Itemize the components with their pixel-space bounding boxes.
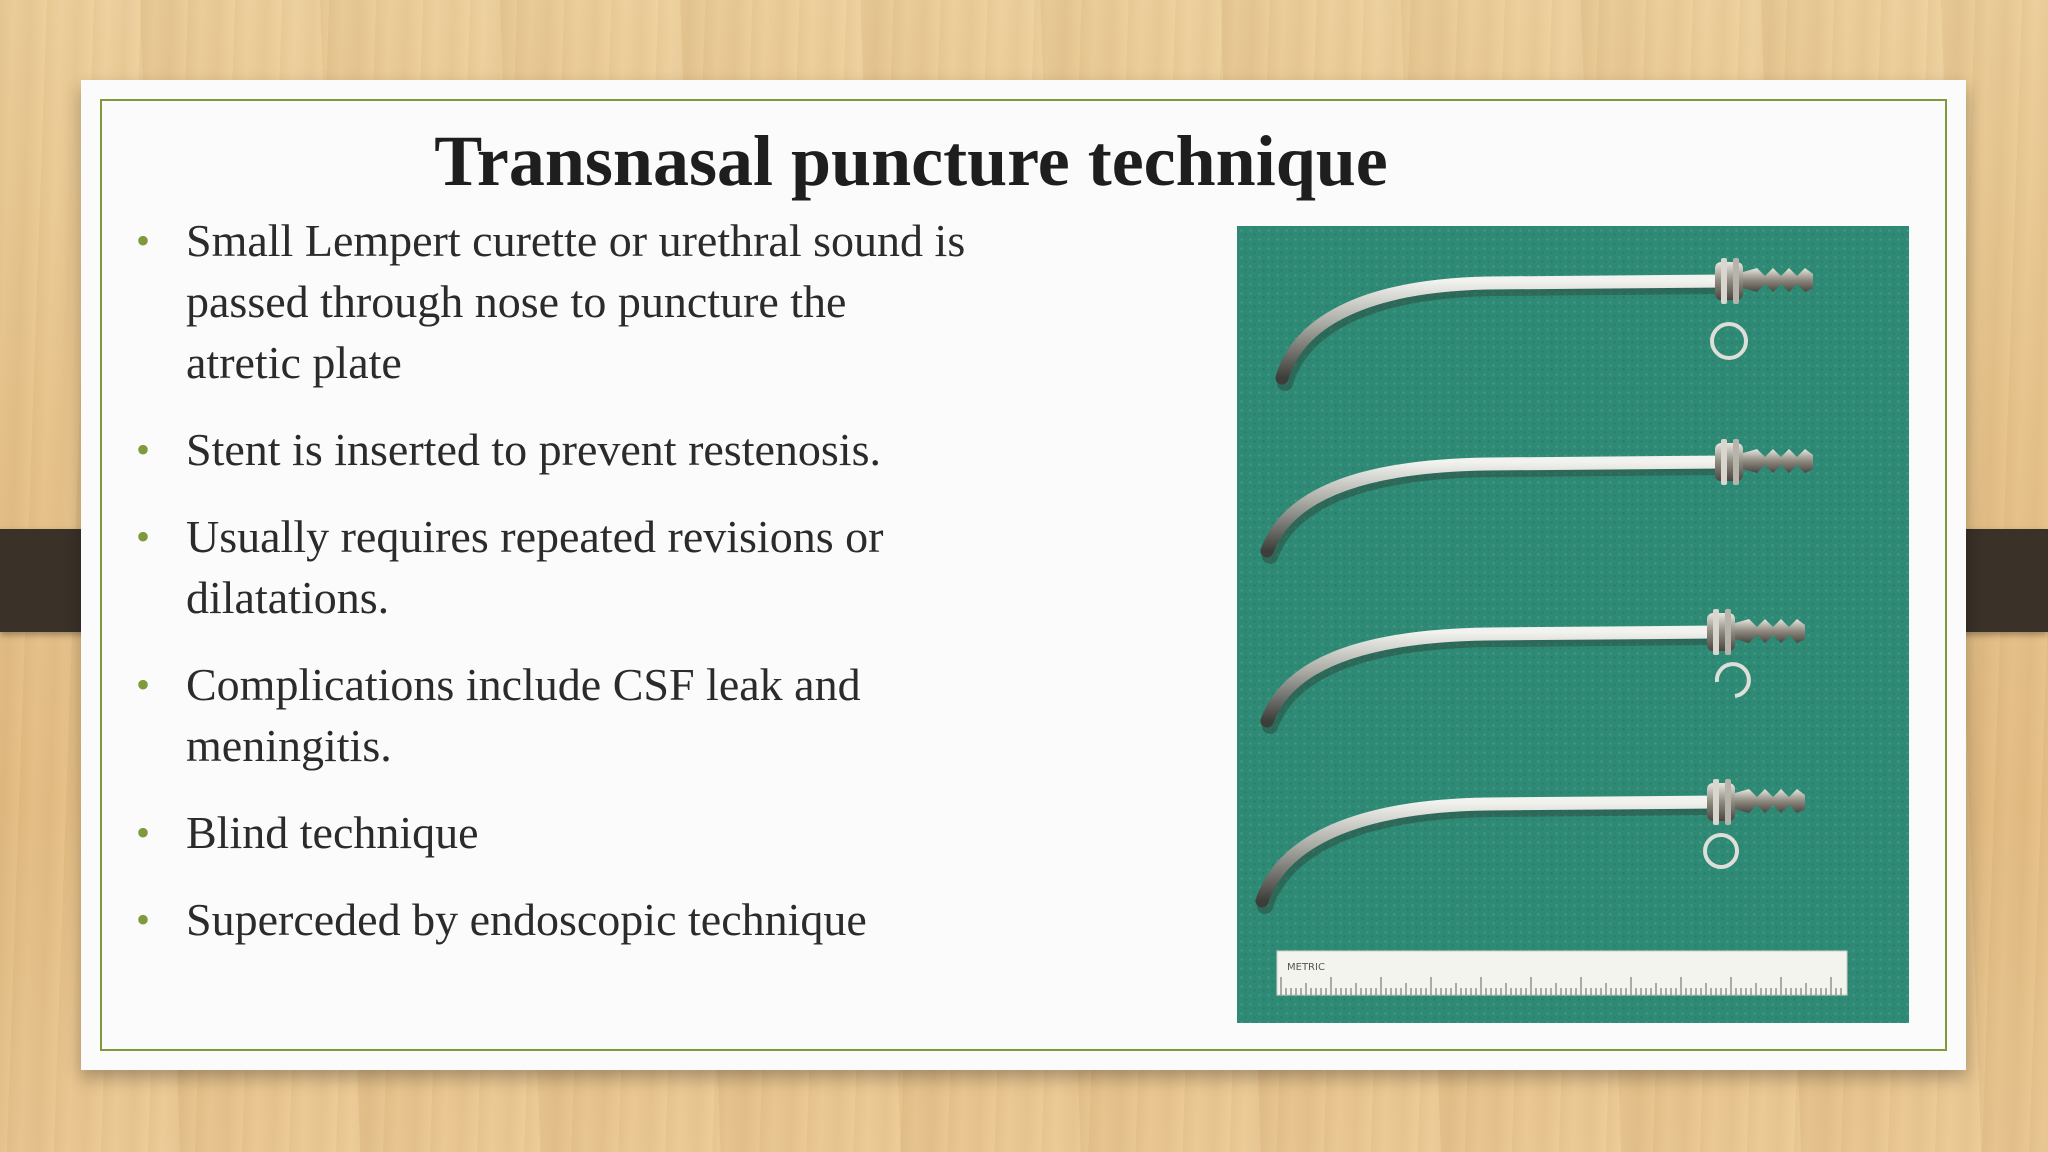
bullet-line: meningitis. — [186, 720, 392, 771]
slide-title: Transnasal puncture technique — [434, 121, 1388, 201]
suction-tube-instrument — [1267, 439, 1813, 556]
bullet-dot: • — [136, 810, 151, 855]
instruments-illustration — [1237, 226, 1909, 1023]
bullet-dot: • — [136, 897, 151, 942]
bullet-item — [136, 654, 1116, 776]
suction-tube-instrument — [1282, 258, 1813, 383]
bullet-item — [136, 802, 1116, 863]
bullet-line: dilatations. — [186, 572, 390, 623]
slide — [81, 80, 1966, 1070]
bullet-item — [136, 419, 1116, 480]
bullet-item — [136, 889, 1116, 950]
bullet-dot: • — [136, 427, 151, 472]
suction-tube-instrument — [1262, 779, 1805, 906]
bullet-item — [136, 506, 1116, 628]
ruler-label: METRIC — [1287, 962, 1325, 973]
bullet-line: Superceded by endoscopic technique — [186, 894, 867, 945]
bullet-item — [136, 210, 1116, 393]
bullet-list — [136, 210, 1116, 976]
bullet-line: Complications include CSF leak and — [186, 659, 861, 710]
suction-tube-instrument — [1267, 609, 1805, 726]
ruler — [1277, 951, 1847, 995]
bullet-line: Usually requires repeated revisions or — [186, 511, 884, 562]
bullet-line: Blind technique — [186, 807, 479, 858]
bullet-line: passed through nose to puncture the — [186, 276, 847, 327]
bullet-line: Small Lempert curette or urethral sound is — [186, 215, 966, 266]
surgical-instruments-photo — [1237, 226, 1909, 1023]
bullet-dot: • — [136, 218, 151, 263]
bullet-line: Stent is inserted to prevent restenosis. — [186, 424, 881, 475]
bullet-dot: • — [136, 662, 151, 707]
bullet-dot: • — [136, 514, 151, 559]
bullet-line: atretic plate — [186, 337, 402, 388]
